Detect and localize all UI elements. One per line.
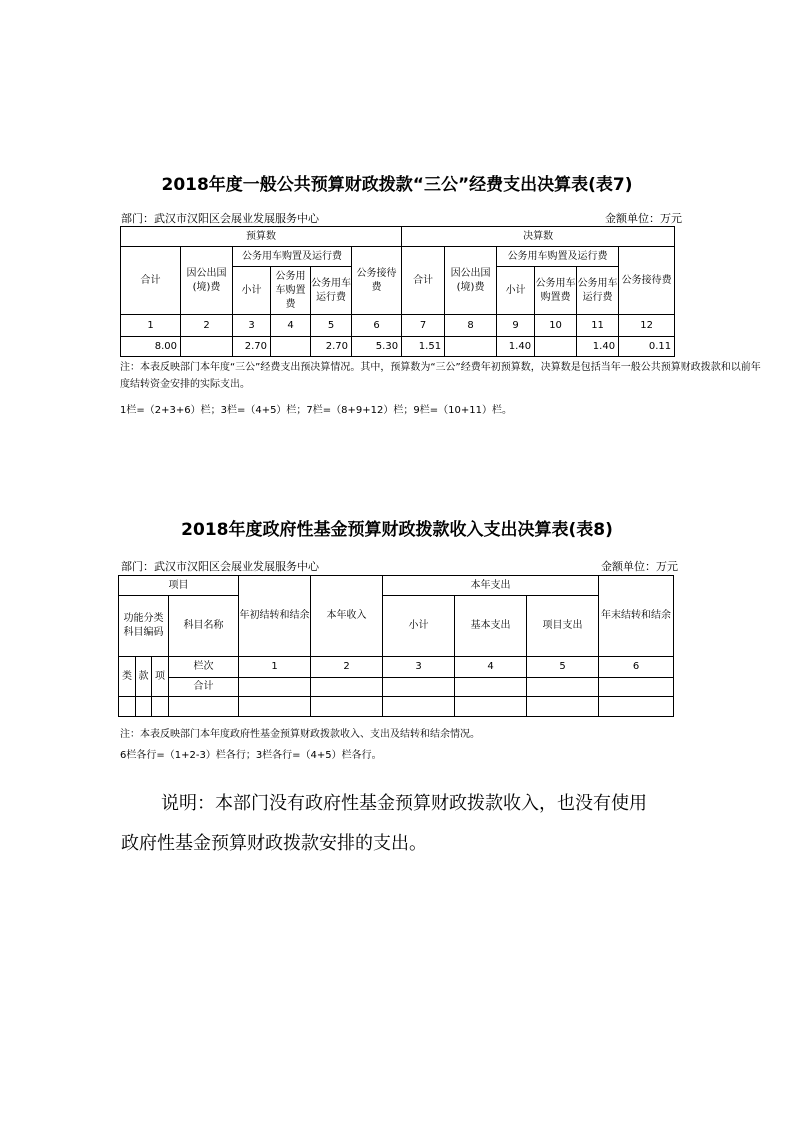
table7-formula: 1栏=（2+3+6）栏；3栏=（4+5）栏；7栏=（8+9+12）栏；9栏=（10+11）栏。	[120, 405, 512, 416]
empty-cell	[239, 678, 311, 697]
col-vehicle-group: 公务用车购置及运行费	[497, 247, 619, 267]
col-income: 本年收入	[311, 576, 383, 657]
col-end-balance: 年末结转和结余	[599, 576, 674, 657]
col-expense-group: 本年支出	[383, 576, 599, 596]
table8-formula: 6栏各行=（1+2-3）栏各行；3栏各行=（4+5）栏各行。	[120, 750, 382, 761]
col-basic: 基本支出	[455, 596, 527, 657]
empty-cell	[239, 697, 311, 717]
group-final: 决算数	[402, 227, 675, 247]
table8-unit: 金额单位：万元	[601, 560, 678, 573]
col-number: 5	[311, 315, 352, 337]
col-number: 3	[383, 657, 455, 678]
empty-cell	[455, 697, 527, 717]
col-total: 合计	[402, 247, 445, 315]
col-begin-balance: 年初结转和结余	[239, 576, 311, 657]
col-xiang: 项	[152, 657, 169, 697]
col-number: 6	[599, 657, 674, 678]
col-number: 4	[455, 657, 527, 678]
col-subtotal: 小计	[233, 267, 271, 315]
table7-note-line2: 度结转资金安排的实际支出。	[120, 379, 250, 390]
row-total: 合计	[169, 678, 239, 697]
col-abroad: 因公出国(境)费	[181, 247, 233, 315]
col-reception: 公务接待费	[619, 247, 675, 315]
col-number: 11	[577, 315, 619, 337]
col-number: 3	[233, 315, 271, 337]
table8-title: 2018年度政府性基金预算财政拨款收入支出决算表(表8)	[181, 520, 613, 540]
col-vehicle-run: 公务用车运行费	[311, 267, 352, 315]
table7	[120, 226, 675, 357]
empty-cell	[136, 697, 152, 717]
value-cell: 1.40	[577, 337, 619, 357]
col-number: 12	[619, 315, 675, 337]
col-subtotal: 小计	[383, 596, 455, 657]
value-cell	[445, 337, 497, 357]
empty-cell	[383, 697, 455, 717]
empty-cell	[455, 678, 527, 697]
col-subject-name: 科目名称	[169, 596, 239, 657]
col-total: 合计	[121, 247, 181, 315]
empty-cell	[169, 697, 239, 717]
col-number: 2	[311, 657, 383, 678]
value-cell: 5.30	[352, 337, 402, 357]
col-func-code: 功能分类科目编码	[119, 596, 169, 657]
empty-cell	[311, 697, 383, 717]
empty-cell	[311, 678, 383, 697]
col-number: 6	[352, 315, 402, 337]
col-vehicle-buy: 公务用车购置费	[535, 267, 577, 315]
col-reception: 公务接待费	[352, 247, 402, 315]
value-cell: 1.40	[497, 337, 535, 357]
value-cell	[181, 337, 233, 357]
value-cell: 1.51	[402, 337, 445, 357]
col-number: 7	[402, 315, 445, 337]
empty-cell	[527, 697, 599, 717]
table7-department: 部门：武汉市汉阳区会展业发展服务中心	[121, 212, 319, 225]
row-lanci: 栏次	[169, 657, 239, 678]
empty-cell	[383, 678, 455, 697]
col-item: 项目	[119, 576, 239, 596]
group-budget: 预算数	[121, 227, 402, 247]
value-cell: 2.70	[233, 337, 271, 357]
col-number: 5	[527, 657, 599, 678]
col-abroad: 因公出国(境)费	[445, 247, 497, 315]
table8-department: 部门：武汉市汉阳区会展业发展服务中心	[121, 560, 319, 573]
empty-cell	[152, 697, 169, 717]
value-cell: 8.00	[121, 337, 181, 357]
col-lei: 类	[119, 657, 136, 697]
col-number: 4	[271, 315, 311, 337]
col-number: 8	[445, 315, 497, 337]
table7-unit: 金额单位：万元	[605, 212, 682, 225]
empty-cell	[599, 697, 674, 717]
col-number: 1	[239, 657, 311, 678]
empty-cell	[119, 697, 136, 717]
empty-cell	[527, 678, 599, 697]
col-project: 项目支出	[527, 596, 599, 657]
explanation-text: 说明：本部门没有政府性基金预算财政拨款收入，也没有使用政府性基金预算财政拨款安排的支出。	[121, 793, 647, 854]
col-kuan: 款	[136, 657, 152, 697]
table7-title: 2018年度一般公共预算财政拨款“三公”经费支出决算表(表7)	[161, 175, 633, 195]
col-subtotal: 小计	[497, 267, 535, 315]
table8	[118, 575, 674, 717]
table8-note: 注：本表反映部门本年度政府性基金预算财政拨款收入、支出及结转和结余情况。	[120, 729, 480, 740]
col-number: 1	[121, 315, 181, 337]
value-cell: 2.70	[311, 337, 352, 357]
table7-note-line1: 注：本表反映部门本年度“三公”经费支出预决算情况。其中，预算数为“三公”经费年初预算数，决算数是包括当年一般公共预算财政拨款和以前年	[120, 362, 761, 373]
col-number: 10	[535, 315, 577, 337]
value-cell	[535, 337, 577, 357]
col-vehicle-buy: 公务用车购置费	[271, 267, 311, 315]
value-cell: 0.11	[619, 337, 675, 357]
value-cell	[271, 337, 311, 357]
col-number: 2	[181, 315, 233, 337]
col-vehicle-group: 公务用车购置及运行费	[233, 247, 352, 267]
col-number: 9	[497, 315, 535, 337]
col-vehicle-run: 公务用车运行费	[577, 267, 619, 315]
empty-cell	[599, 678, 674, 697]
